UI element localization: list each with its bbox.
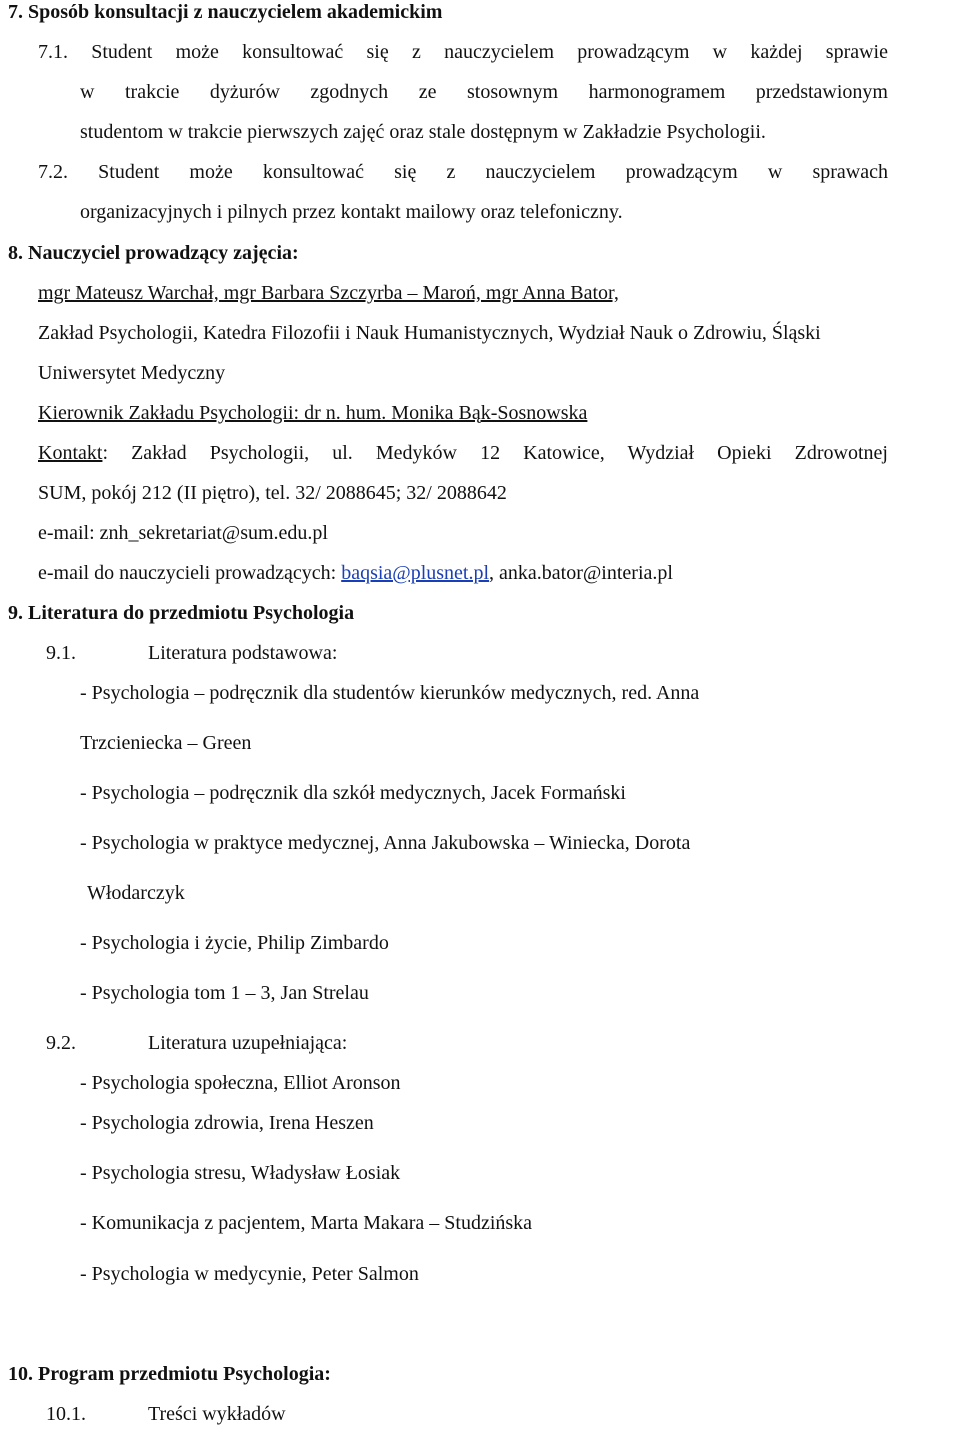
basic-literature-item: Trzcieniecka – Green — [80, 732, 252, 754]
item-7-1-line-2: w trakcie dyżurów zgodnych ze stosownym harmonogramem przedstawionym — [80, 81, 888, 103]
basic-literature-item: - Psychologia w praktyce medycznej, Anna Jakubowska – Winiecka, Dorota — [80, 832, 691, 854]
section-8-heading: 8. Nauczyciel prowadzący zajęcia: — [8, 242, 299, 264]
contact-line-2: SUM, pokój 212 (II piętro), tel. 32/ 2088645; 32/ 2088642 — [38, 482, 507, 504]
contact-line-1 — [38, 441, 888, 465]
basic-literature-item: Włodarczyk — [87, 882, 185, 904]
supplementary-literature-item: - Komunikacja z pacjentem, Marta Makara – Studzińska — [80, 1212, 533, 1234]
section-7-heading: 7. Sposób konsultacji z nauczycielem akademickim — [8, 1, 443, 23]
unit-line-1: Zakład Psychologii, Katedra Filozofii i Nauk Humanistycznych, Wydział Nauk o Zdrowiu, Śląski — [38, 322, 821, 344]
basic-literature-item: - Psychologia – podręcznik dla szkół medycznych, Jacek Formański — [80, 782, 626, 804]
contact-label: Kontakt — [38, 442, 103, 464]
supplementary-literature-title: Literatura uzupełniająca: — [148, 1032, 348, 1054]
supplementary-literature-number: 9.2. — [46, 1032, 76, 1054]
supplementary-literature-item: - Psychologia w medycynie, Peter Salmon — [80, 1263, 419, 1285]
item-7-1-line-1: 7.1. Student może konsultować się z nauczycielem prowadzącym w każdej sprawie — [38, 41, 888, 63]
item-7-2-line-1: 7.2. Student może konsultować się z nauczycielem prowadzącym w sprawach — [38, 161, 888, 183]
section-9-heading: 9. Literatura do przedmiotu Psychologia — [8, 602, 355, 624]
lecture-content-number: 10.1. — [46, 1403, 86, 1425]
item-7-1-line-3: studentom w trakcie pierwszych zajęć oraz stale dostępnym w Zakładzie Psychologii. — [80, 121, 766, 143]
teachers-email-prefix: e-mail do nauczycieli prowadzących: — [38, 562, 342, 584]
supplementary-literature-item: - Psychologia zdrowia, Irena Heszen — [80, 1112, 374, 1134]
basic-literature-item: - Psychologia – podręcznik dla studentów kierunków medycznych, red. Anna — [80, 682, 700, 704]
unit-line-2: Uniwersytet Medyczny — [38, 362, 226, 384]
lecture-content-title: Treści wykładów — [148, 1403, 286, 1425]
basic-literature-title: Literatura podstawowa: — [148, 642, 338, 664]
teachers-list: mgr Mateusz Warchał, mgr Barbara Szczyrba – Maroń, mgr Anna Bator, — [38, 282, 619, 304]
secretariat-email: e-mail: znh_sekretariat@sum.edu.pl — [38, 522, 328, 544]
section-10-heading: 10. Program przedmiotu Psychologia: — [8, 1363, 331, 1385]
basic-literature-item: - Psychologia tom 1 – 3, Jan Strelau — [80, 982, 369, 1004]
supplementary-literature-item: - Psychologia stresu, Władysław Łosiak — [80, 1162, 401, 1184]
basic-literature-number: 9.1. — [46, 642, 76, 664]
contact-address: : Zakład Psychologii, ul. Medyków 12 Katowice, Wydział Opieki Zdrowotnej — [102, 442, 888, 464]
supplementary-literature-item: - Psychologia społeczna, Elliot Aronson — [80, 1072, 401, 1094]
teachers-email-rest: , anka.bator@interia.pl — [489, 562, 673, 584]
basic-literature-item: - Psychologia i życie, Philip Zimbardo — [80, 932, 389, 954]
teacher-email-link[interactable]: baqsia@plusnet.pl — [341, 562, 490, 584]
head-of-unit: Kierownik Zakładu Psychologii: dr n. hum. Monika Bąk-Sosnowska — [38, 402, 588, 424]
teachers-email-line — [38, 561, 673, 585]
item-7-2-line-2: organizacyjnych i pilnych przez kontakt mailowy oraz telefoniczny. — [80, 201, 623, 223]
